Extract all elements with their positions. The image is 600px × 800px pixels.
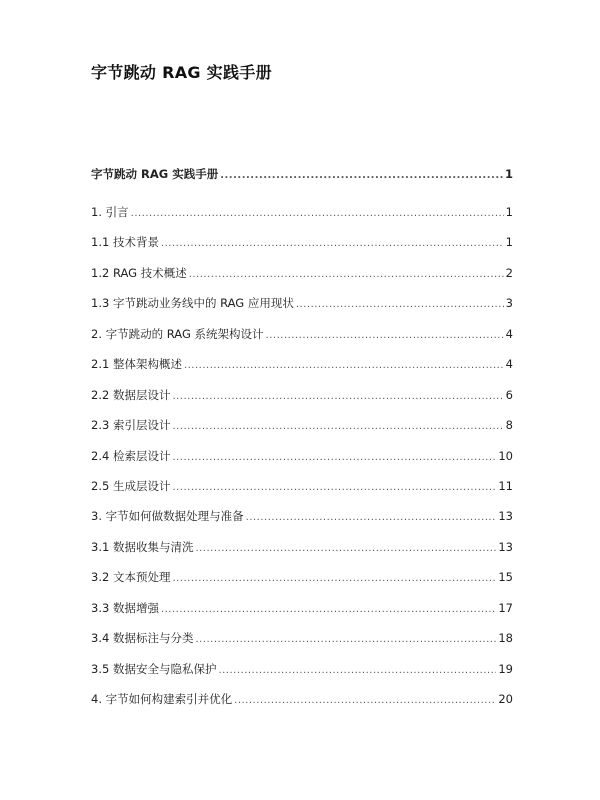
toc-entry-label: 1.1 技术背景 (91, 235, 159, 250)
toc-page-number: 1 (505, 205, 513, 219)
toc-entry[interactable] (91, 569, 513, 599)
toc-entry[interactable] (91, 387, 513, 417)
toc-entry[interactable] (91, 448, 513, 478)
dot-leader (172, 391, 503, 402)
dot-leader (131, 208, 504, 219)
table-of-contents (91, 166, 513, 721)
toc-page-number: 8 (505, 418, 513, 433)
toc-page-number: 4 (505, 326, 513, 341)
dot-leader (220, 170, 503, 181)
dot-leader (189, 269, 504, 280)
toc-page-number: 19 (498, 661, 513, 676)
toc-entry-label: 1.3 字节跳动业务线中的 RAG 应用现状 (91, 296, 294, 311)
dot-leader (195, 634, 496, 645)
toc-entry[interactable] (91, 661, 513, 691)
dot-leader (218, 665, 496, 676)
toc-entry[interactable] (91, 600, 513, 630)
toc-entry[interactable] (91, 234, 513, 264)
toc-entry-label: 3.5 数据安全与隐私保护 (91, 661, 217, 676)
toc-page-number: 11 (498, 478, 513, 493)
toc-entry-label: 3. 字节如何做数据处理与准备 (91, 509, 244, 524)
dot-leader (172, 421, 503, 432)
toc-entry[interactable] (91, 204, 513, 234)
dot-leader (184, 360, 504, 371)
dot-leader (172, 573, 496, 584)
toc-entry-label: 3.2 文本预处理 (91, 570, 171, 585)
toc-page-number: 18 (498, 631, 513, 646)
dot-leader (172, 482, 496, 493)
toc-entry[interactable] (91, 417, 513, 447)
toc-entry[interactable] (91, 630, 513, 660)
toc-entry[interactable] (91, 326, 513, 356)
toc-entry-label: 3.4 数据标注与分类 (91, 631, 194, 646)
toc-page-number: 1 (504, 167, 513, 181)
toc-page-number: 3 (505, 296, 513, 311)
toc-entry[interactable] (91, 539, 513, 569)
toc-heading-row[interactable] (91, 166, 513, 204)
toc-entry-label: 2.5 生成层设计 (91, 478, 171, 493)
toc-entry-label: 2.3 索引层设计 (91, 418, 171, 433)
toc-entry[interactable] (91, 691, 513, 721)
dot-leader (161, 238, 504, 249)
toc-entry-label: 1. 引言 (91, 205, 129, 219)
toc-entry-label: 3.3 数据增强 (91, 600, 159, 615)
dot-leader (161, 604, 496, 615)
dot-leader (172, 452, 496, 463)
toc-entry[interactable] (91, 295, 513, 325)
dot-leader (296, 299, 504, 310)
toc-page-number: 17 (498, 600, 513, 615)
toc-entry-label: 4. 字节如何构建索引并优化 (91, 692, 233, 706)
toc-page-number: 20 (498, 692, 513, 706)
toc-page-number: 10 (498, 448, 513, 463)
toc-entry[interactable] (91, 265, 513, 295)
dot-leader (234, 695, 496, 706)
toc-page-number: 2 (505, 265, 513, 280)
toc-entry-label: 字节跳动 RAG 实践手册 (91, 167, 219, 181)
toc-page-number: 4 (505, 357, 513, 372)
toc-entry-label: 2.2 数据层设计 (91, 387, 171, 402)
toc-page-number: 13 (498, 509, 513, 524)
toc-entry[interactable] (91, 508, 513, 538)
dot-leader (266, 330, 504, 341)
toc-entry-label: 2. 字节跳动的 RAG 系统架构设计 (91, 326, 264, 341)
toc-entry[interactable] (91, 478, 513, 508)
toc-entry-label: 2.4 检索层设计 (91, 448, 171, 463)
toc-page-number: 1 (505, 235, 513, 250)
toc-page-number: 6 (505, 387, 513, 402)
toc-entry[interactable] (91, 356, 513, 386)
document-title: 字节跳动 RAG 实践手册 (91, 63, 272, 82)
dot-leader (246, 512, 497, 523)
toc-entry-label: 3.1 数据收集与清洗 (91, 539, 194, 554)
toc-page-number: 13 (498, 539, 513, 554)
toc-entry-label: 2.1 整体架构概述 (91, 357, 182, 372)
dot-leader (195, 543, 496, 554)
toc-entry-label: 1.2 RAG 技术概述 (91, 265, 187, 280)
toc-page-number: 15 (498, 570, 513, 585)
